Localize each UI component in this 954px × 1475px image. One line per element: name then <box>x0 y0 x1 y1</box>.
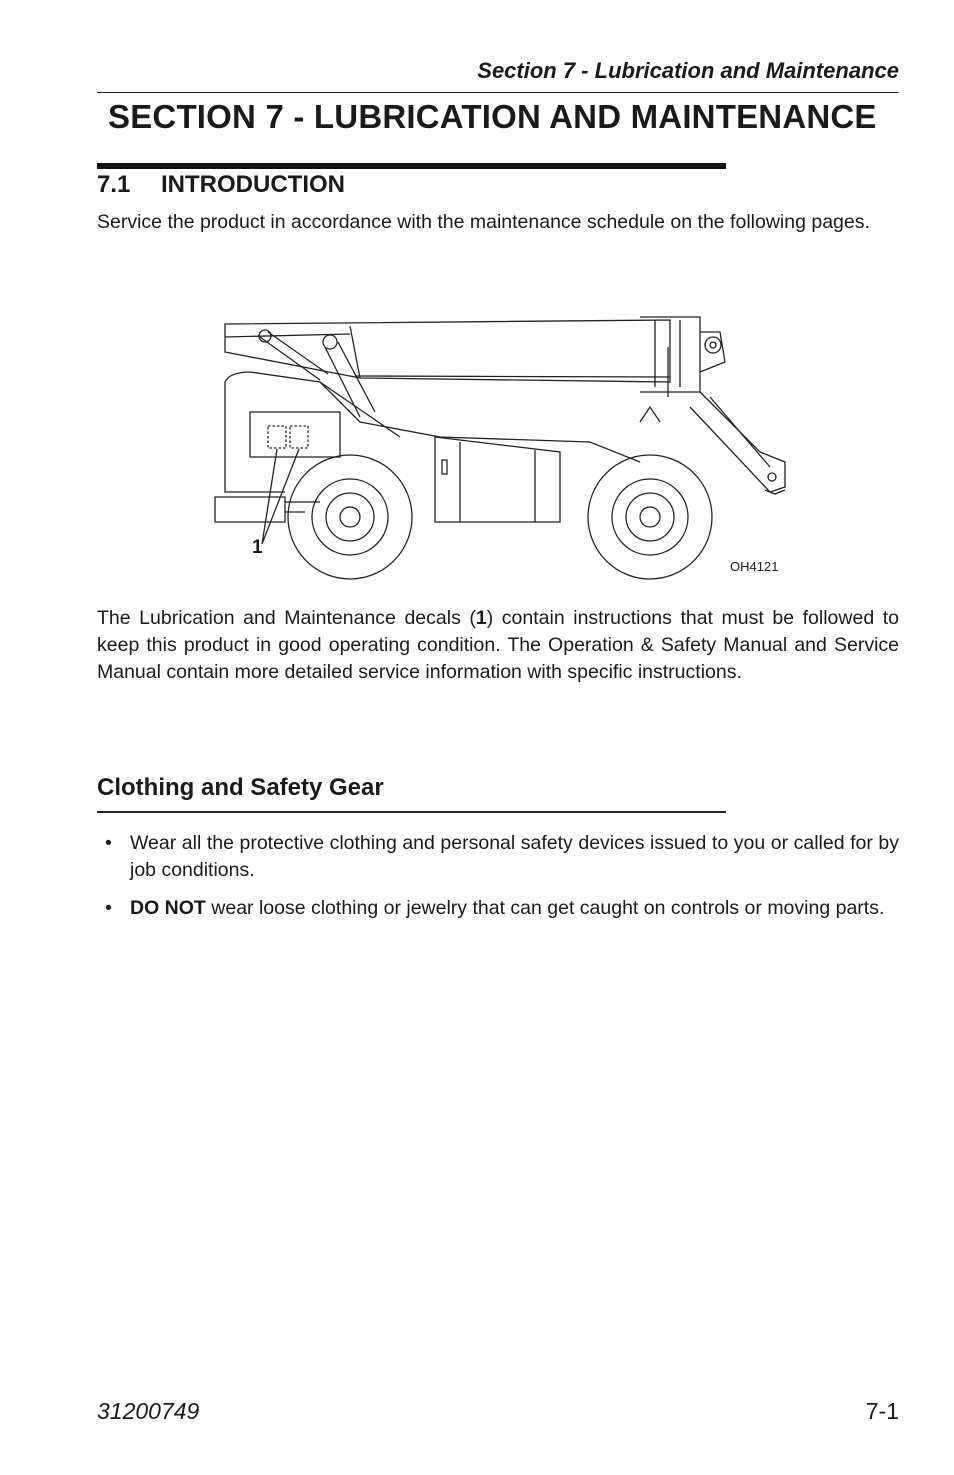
heavy-rule-divider <box>97 163 726 169</box>
clothing-bullet-list <box>97 830 899 933</box>
thin-rule-divider <box>97 811 726 813</box>
section-title: SECTION 7 - LUBRICATION AND MAINTENANCE <box>108 98 877 135</box>
intro-heading <box>97 171 345 199</box>
list-item <box>97 895 899 922</box>
intro-title: INTRODUCTION <box>161 171 345 198</box>
intro-p2-pre: The Lubrication and Maintenance decals ( <box>97 607 476 629</box>
intro-paragraph-2 <box>97 605 899 686</box>
running-title: Section 7 - Lubrication and Maintenance <box>477 58 899 83</box>
figure-code: OH4121 <box>730 559 779 574</box>
figure-callout-1: 1 <box>252 537 263 558</box>
bullet-symbol: • <box>105 832 112 854</box>
bullet-2-bold: DO NOT <box>130 897 206 919</box>
running-header <box>97 56 899 93</box>
list-item <box>97 830 899 884</box>
intro-p2-post: ) contain instructions that must be followed to keep this product in good operating condition. The Operation & Safety Manual and Service Manual contain more detailed service information with specific instructions. <box>97 607 899 683</box>
telehandler-illustration <box>210 312 800 582</box>
footer-doc-number: 31200749 <box>97 1398 200 1424</box>
intro-p2-callout: 1 <box>475 607 487 629</box>
bullet-text-1: Wear all the protective clothing and personal safety devices issued to you or called for by job conditions. <box>130 832 899 881</box>
bullet-text-2: wear loose clothing or jewelry that can get caught on controls or moving parts. <box>205 897 885 919</box>
bullet-symbol: • <box>105 897 112 919</box>
footer-page-number: 7-1 <box>865 1398 899 1424</box>
intro-paragraph-1: Service the product in accordance with the maintenance schedule on the following pages. <box>97 211 870 233</box>
intro-number: 7.1 <box>97 171 131 198</box>
clothing-heading: Clothing and Safety Gear <box>97 774 384 801</box>
